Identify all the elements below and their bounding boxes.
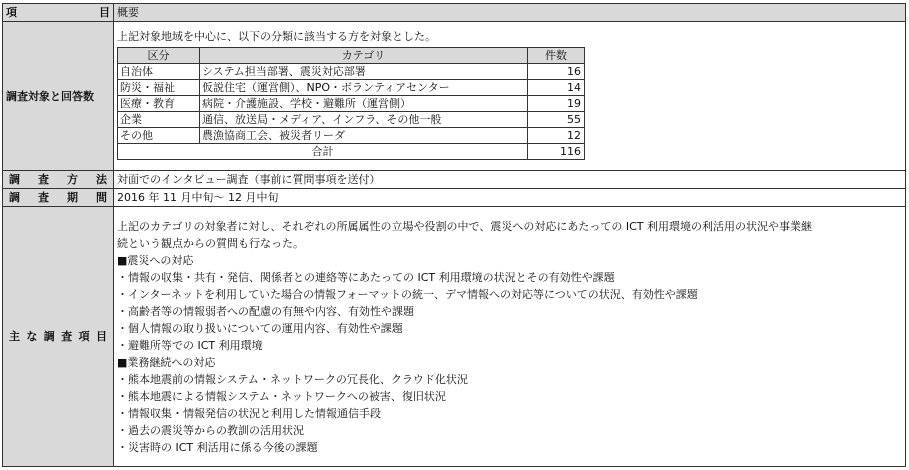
row-category: 農漁協商工会、被災者リーダ [200,128,528,144]
row-kubun: その他 [118,128,200,144]
section-heading: ■震災への対応 [117,253,194,267]
header-summary-cell [114,4,906,22]
items-intro-line: 続という観点からの質問も行なった。 [117,236,304,250]
method-label-char: 査 [38,173,49,186]
items-label-cell [3,207,114,467]
method-label-char: 方 [67,173,78,186]
items-label-char: 項 [78,330,90,343]
period-label-char: 間 [96,191,107,204]
method-label-char: 調 [9,173,20,186]
total-row [118,144,585,160]
list-item: ・災害時の ICT 利活用に係る今後の課題 [117,440,318,454]
row-category: 仮説住宅（運営側）、NPO・ボランティアセンター [200,80,528,96]
survey-target-intro: 上記対象地域を中心に、以下の分類に該当する方を対象とした。 [117,30,436,43]
list-item: ・情報収集・情報発信の状況と利用した情報通信手段 [117,406,381,420]
row-kubun: 防災・福祉 [118,80,200,96]
list-item: ・熊本地震による情報システム・ネットワークへの被害、復旧状況 [117,389,446,403]
method-value-cell [114,171,906,189]
column-header-category: カテゴリ [200,48,528,64]
list-item: ・インターネットを利用していた場合の情報フォーマットの統一、デマ情報への対応等についての状況、有効性や課題 [117,287,698,301]
column-header-kubun: 区分 [118,48,200,64]
list-item: ・避難所等での ICT 利用環境 [117,338,263,352]
period-value: 2016 年 11 月中旬～ 12 月中旬 [117,191,279,204]
list-item: ・過去の震災等からの教訓の活用状況 [117,423,304,437]
row-kubun: 自治体 [118,64,200,80]
total-label: 合計 [118,144,528,160]
period-label-char: 期 [67,191,78,204]
category-count-table [117,47,585,160]
list-item: ・個人情報の取り扱いについての運用内容、有効性や課題 [117,321,403,335]
items-label-char: 目 [95,330,107,343]
header-summary-label: 概要 [117,6,139,19]
row-kubun: 企業 [118,112,200,128]
table-row [118,64,585,80]
table-row [118,112,585,128]
survey-overview-table [2,3,906,467]
list-item: ・高齢者等の情報弱者への配慮の有無や内容、有効性や課題 [117,304,414,318]
period-label-char: 査 [38,191,49,204]
method-value: 対面でのインタビュー調査（事前に質問事項を送付） [117,173,381,186]
row-count: 19 [528,96,585,112]
items-content [114,207,906,467]
header-item-char: 項 [6,6,17,19]
total-value: 116 [528,144,585,160]
row-kubun: 医療・教育 [118,96,200,112]
survey-target-content [114,22,906,171]
survey-target-label: 調査対象と回答数 [6,89,94,103]
period-label-cell [3,189,114,207]
row-count: 55 [528,112,585,128]
items-label-char: 主 [9,330,20,343]
row-category: 病院・介護施設、学校・避難所（運営側） [200,96,528,112]
method-label-cell [3,171,114,189]
row-count: 12 [528,128,585,144]
row-count: 14 [528,80,585,96]
period-value-cell [114,189,906,207]
list-item: ・情報の収集・共有・発信、関係者との連絡等にあたっての ICT 利用環境の状況とその有効性や課題 [117,270,615,284]
list-item: ・熊本地震前の情報システム・ネットワークの冗長化、クラウド化状況 [117,372,468,386]
header-item-char: 目 [99,6,110,19]
items-label-char: 査 [61,330,73,343]
row-category: 通信、放送局・メディア、インフラ、その他一般 [200,112,528,128]
row-count: 16 [528,64,585,80]
table-row [118,80,585,96]
table-row [118,128,585,144]
section-heading: ■業務継続への対応 [117,355,216,369]
items-intro-line: 上記のカテゴリの対象者に対し、それぞれの所属属性の立場や役割の中で、震災への対応にあたっての ICT 利用環境の利活用の状況や事業継 [117,219,812,233]
table-row [118,96,585,112]
period-label-char: 調 [9,191,20,204]
column-header-count: 件数 [528,48,585,64]
items-label-char: 調 [43,330,55,343]
header-item-cell [3,4,114,22]
category-table-header-row [118,48,585,64]
row-category: システム担当部署、震災対応部署 [200,64,528,80]
method-label-char: 法 [96,173,107,186]
survey-target-label-cell [3,22,114,171]
items-label-char: な [26,330,38,343]
